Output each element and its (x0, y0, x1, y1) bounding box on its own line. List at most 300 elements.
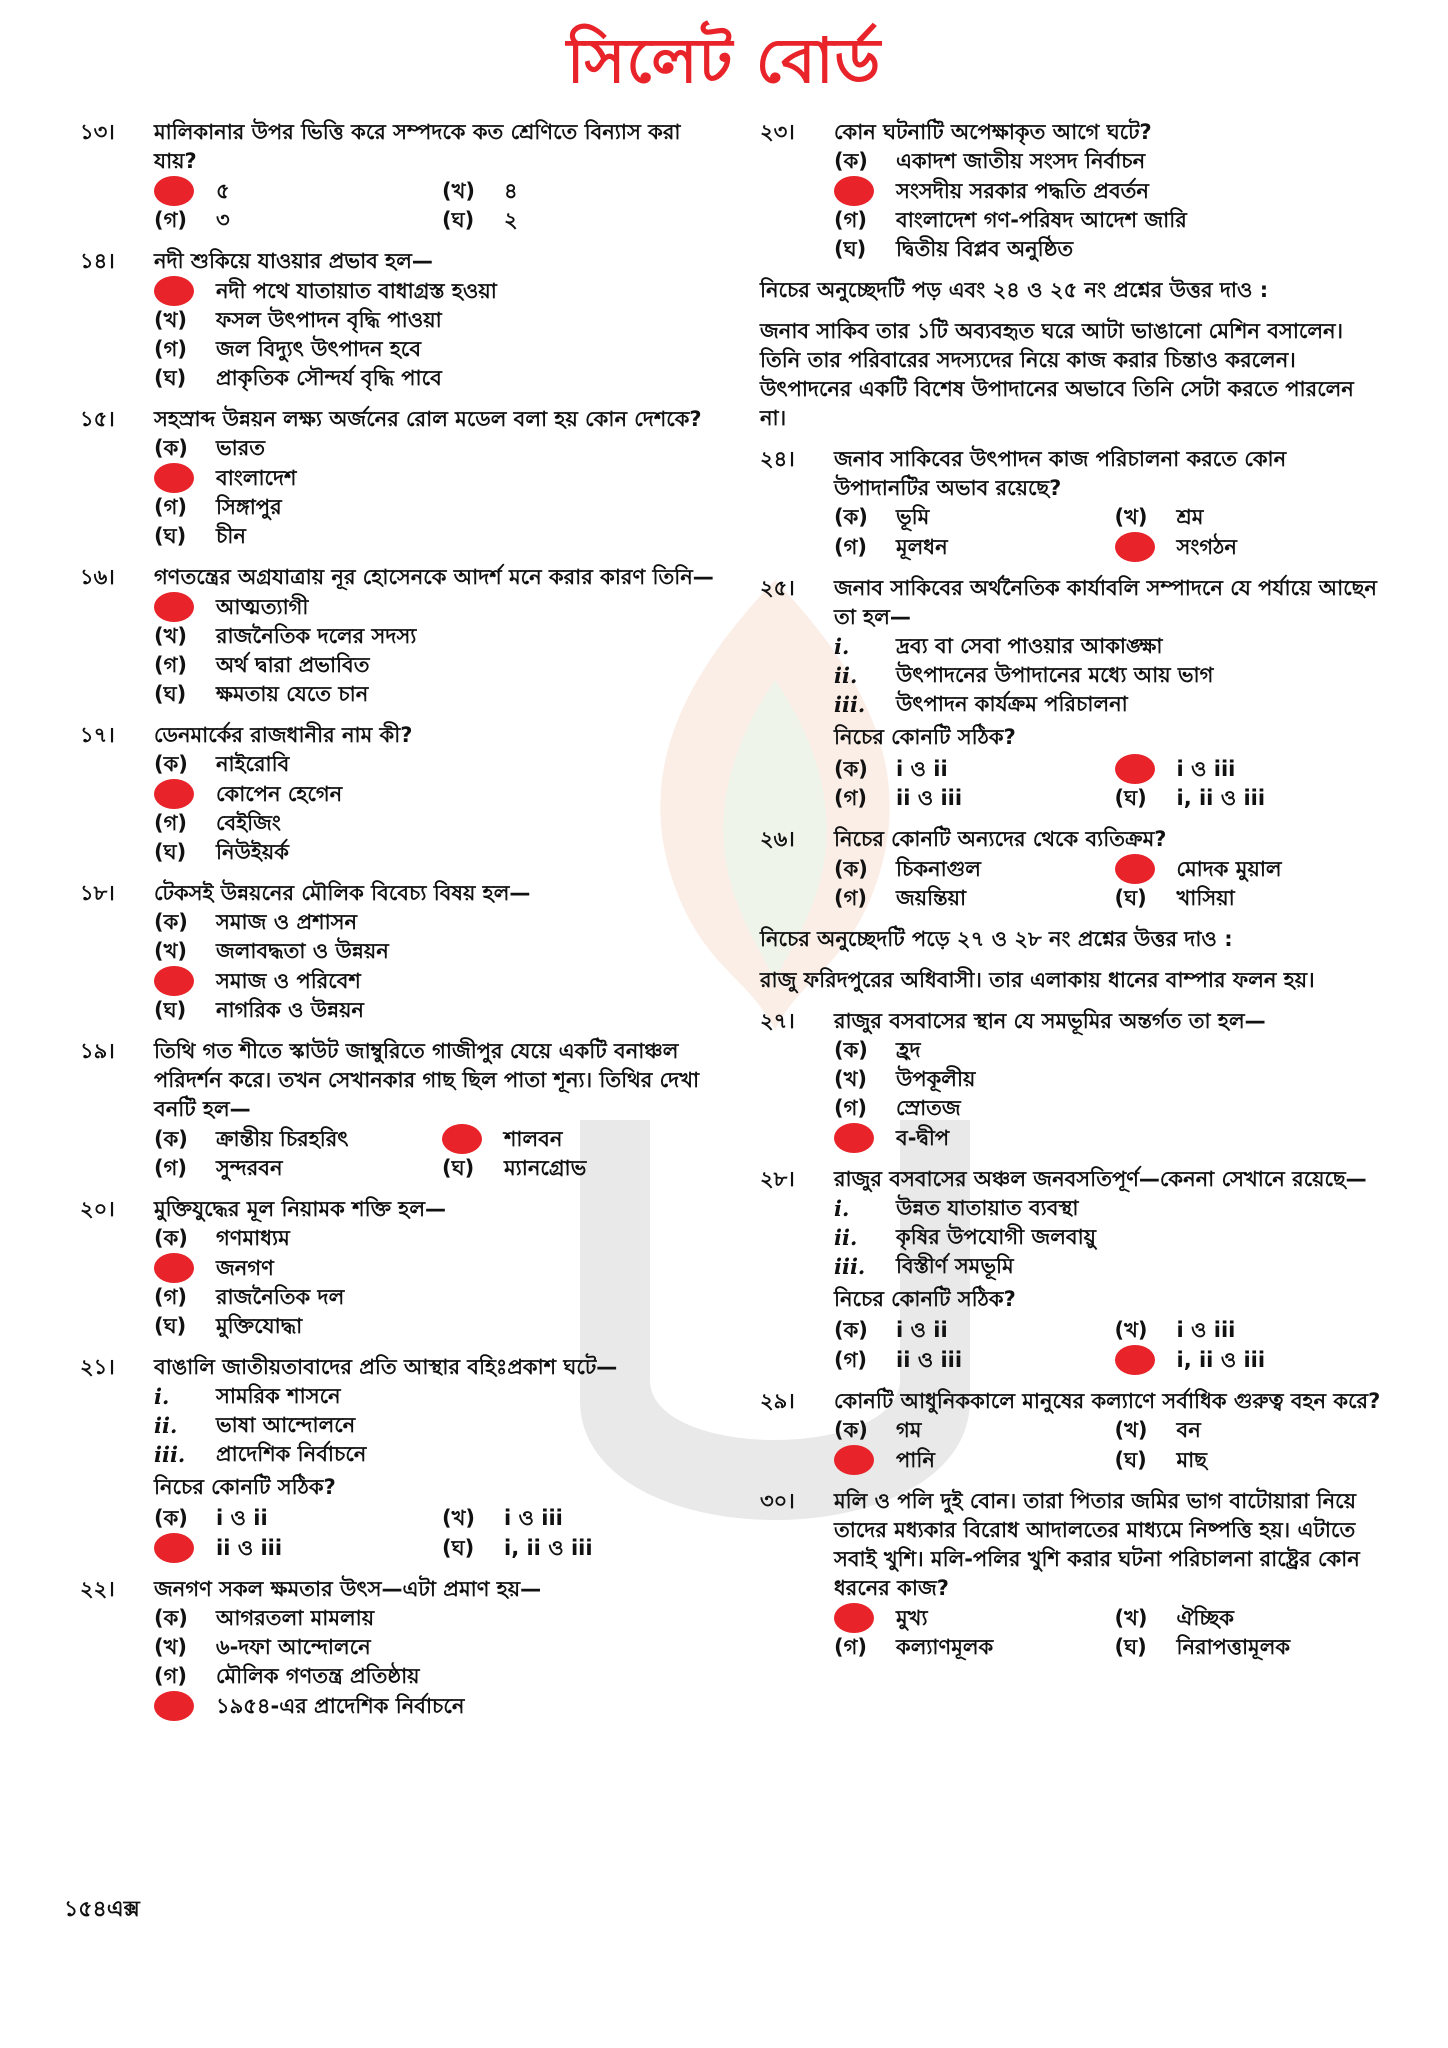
answer-marker-dot (154, 176, 194, 206)
option-item[interactable] (834, 176, 1385, 206)
question-block (760, 445, 1385, 562)
question-body (154, 1575, 720, 1721)
option-text: স্রোতজ (896, 1096, 961, 1120)
option-item[interactable] (442, 1504, 720, 1533)
option-item[interactable] (154, 680, 720, 709)
option-item[interactable] (154, 1154, 432, 1183)
option-item[interactable] (442, 1124, 720, 1154)
option-item[interactable] (834, 1445, 1105, 1475)
left-column (80, 118, 720, 1733)
option-item[interactable] (834, 1036, 1385, 1065)
answer-marker (154, 463, 216, 493)
option-label: (ঘ) (154, 682, 187, 706)
answer-marker (154, 779, 216, 809)
statement-item (834, 690, 1385, 719)
option-item[interactable] (834, 147, 1385, 176)
answer-marker-dot (154, 463, 194, 493)
option-item[interactable] (1115, 754, 1386, 784)
option-label: (ঘ) (1114, 1635, 1147, 1659)
answer-marker-dot (154, 276, 194, 306)
option-item[interactable] (834, 754, 1105, 784)
option-item[interactable] (154, 1604, 720, 1633)
option-text: মূলধন (896, 534, 948, 559)
answer-marker (1115, 854, 1177, 884)
question-text: বাঙালি জাতীয়তাবাদের প্রতি আস্থার বহিঃপ্রকাশ ঘটে— (154, 1355, 618, 1379)
option-text: চীন (216, 524, 246, 548)
option-item[interactable] (154, 276, 720, 306)
option-item[interactable] (442, 1154, 720, 1183)
option-label: (খ) (834, 1067, 867, 1091)
option-label: (ক) (834, 1038, 868, 1062)
option-label: (ঘ) (154, 1314, 187, 1338)
option-label: (গ) (154, 1156, 187, 1180)
statement-text: সামরিক শাসনে (216, 1384, 341, 1408)
option-text: নিউইয়র্ক (216, 840, 289, 864)
answer-marker (154, 1253, 216, 1283)
option-label: (খ) (442, 178, 475, 203)
option-label: (ক) (834, 856, 868, 881)
option-text: বন (1176, 1418, 1201, 1442)
option-label: (ক) (834, 149, 868, 173)
statement-number: iii. (834, 692, 866, 717)
option-item[interactable] (154, 908, 720, 937)
question-text: সহস্রাব্দ উন্নয়ন লক্ষ্য অর্জনের রোল মডেল বলা হয় কোন দেশকে? (154, 407, 702, 431)
option-item[interactable] (834, 1345, 1105, 1375)
option-text: সমাজ ও প্রশাসন (216, 910, 358, 934)
option-item[interactable] (154, 1224, 720, 1253)
option-item[interactable] (442, 206, 720, 235)
option-item[interactable] (442, 1533, 720, 1563)
option-item[interactable] (834, 235, 1385, 264)
option-item[interactable] (154, 206, 432, 235)
question-block (80, 879, 720, 1025)
option-text: মৌলিক গণতন্ত্র প্রতিষ্ঠায় (216, 1664, 420, 1688)
option-item[interactable] (834, 1094, 1385, 1123)
option-label: (ঘ) (442, 1156, 475, 1180)
statement-item (834, 1252, 1385, 1281)
options-list (834, 1036, 1385, 1153)
option-text: একাদশ জাতীয় সংসদ নির্বাচন (896, 149, 1146, 173)
option-text: মুখ্য (896, 1605, 928, 1630)
question-number: ৩০। (760, 1489, 795, 1513)
option-item[interactable] (154, 1124, 432, 1154)
question-text: জনাব সাকিবের অর্থনৈতিক কার্যাবলি সম্পাদনে যে পর্যায়ে আছেন তা হল— (834, 576, 1377, 629)
options-list (834, 754, 1385, 813)
option-text: শালবন (504, 1126, 563, 1151)
option-item[interactable] (154, 809, 720, 838)
options-list (154, 176, 720, 235)
question-block (760, 1165, 1385, 1375)
question-number: ২৪। (760, 447, 795, 471)
question-block (760, 574, 1385, 813)
option-text: i ও ii (216, 1506, 268, 1530)
option-text: আত্মত্যাগী (216, 594, 309, 619)
option-text: জলাবদ্ধতা ও উন্নয়ন (216, 939, 389, 963)
right-column (760, 118, 1385, 1674)
option-text: নদী পথে যাতায়াত বাধাগ্রস্ত হওয়া (216, 278, 497, 303)
option-item[interactable] (154, 1662, 720, 1691)
option-item[interactable] (1115, 884, 1386, 913)
option-text: বেইজিং (216, 811, 281, 835)
option-label: (ক) (154, 436, 188, 460)
answer-marker-dot (1115, 1345, 1155, 1375)
question-number: ১৭। (80, 723, 115, 747)
question-number: ২৬। (760, 827, 795, 851)
question-text: কোন ঘটনাটি অপেক্ষাকৃত আগে ঘটে? (834, 120, 1152, 144)
option-label: (গ) (834, 886, 867, 910)
question-body (834, 1165, 1385, 1375)
question-body (834, 1387, 1385, 1475)
option-label: (খ) (1114, 1605, 1148, 1630)
option-label: (খ) (154, 939, 187, 963)
option-text: i ও ii (896, 1318, 948, 1342)
question-body (834, 118, 1385, 264)
question-block (760, 1487, 1385, 1662)
option-item[interactable] (154, 966, 720, 996)
option-text: মুক্তিযোদ্ধা (216, 1314, 303, 1338)
question-block (80, 563, 720, 709)
question-number: ১৮। (80, 881, 115, 905)
option-text: গণমাধ্যম (216, 1226, 290, 1250)
option-item[interactable] (834, 1316, 1105, 1345)
option-item[interactable] (834, 1416, 1105, 1445)
option-item[interactable] (834, 1065, 1385, 1094)
option-label: (ক) (154, 1606, 188, 1630)
question-body (834, 445, 1385, 562)
question-block (760, 118, 1385, 264)
option-item[interactable] (834, 1633, 1105, 1662)
statement-number: i. (834, 1196, 850, 1221)
option-item[interactable] (1115, 1316, 1386, 1345)
option-item[interactable] (154, 364, 720, 393)
option-label: (ঘ) (442, 208, 475, 232)
statement-item (154, 1382, 720, 1411)
option-label: (গ) (154, 337, 187, 361)
option-text: অর্থ দ্বারা প্রভাবিত (216, 653, 370, 677)
option-item[interactable] (154, 434, 720, 463)
question-number: ২৮। (760, 1167, 795, 1191)
option-item[interactable] (154, 622, 720, 651)
question-number: ২৭। (760, 1009, 795, 1033)
option-item[interactable] (154, 779, 720, 809)
option-label: (গ) (834, 1096, 867, 1120)
option-item[interactable] (834, 854, 1105, 884)
option-item[interactable] (154, 335, 720, 364)
options-list (834, 503, 1385, 562)
answer-marker-dot (442, 1124, 482, 1154)
option-label: (গ) (834, 1635, 867, 1659)
option-label: (ক) (154, 752, 188, 776)
option-item[interactable] (154, 838, 720, 867)
option-text: ভারত (216, 436, 266, 460)
option-text: শ্রম (1176, 505, 1204, 529)
option-item[interactable] (1115, 1445, 1386, 1475)
question-body (154, 1353, 720, 1563)
option-text: জয়ন্তিয়া (896, 886, 967, 910)
option-text: কল্যাণমূলক (896, 1635, 994, 1659)
question-body (154, 247, 720, 393)
question-body (154, 721, 720, 867)
answer-marker (154, 176, 216, 206)
option-item[interactable] (154, 592, 720, 622)
option-item[interactable] (154, 937, 720, 966)
option-label: (গ) (154, 1285, 187, 1309)
option-item[interactable] (834, 1603, 1105, 1633)
statement-item (834, 1194, 1385, 1223)
option-item[interactable] (154, 1253, 720, 1283)
option-text: ৩ (216, 208, 230, 232)
answer-marker-dot (154, 1533, 194, 1563)
option-item[interactable] (1115, 503, 1386, 532)
statement-item (154, 1440, 720, 1469)
option-item[interactable] (154, 1504, 432, 1533)
question-body (154, 563, 720, 709)
option-text: ক্ষমতায় যেতে চান (216, 682, 369, 706)
statement-item (834, 1223, 1385, 1252)
answer-marker (834, 1123, 896, 1153)
passage-text: জনাব সাকিব তার ১টি অব্যবহৃত ঘরে আটা ভাঙানো মেশিন বসালেন। তিনি তার পরিবারের সদস্যদের নিয়ে কাজ করার চিন্তাও করলেন। উৎপাদনের একটি বিশেষ উপাদানের অভাবে তিনি সেটা করতে পারলেন না। (760, 319, 1354, 430)
options-list (154, 1124, 720, 1183)
option-text: ভূমি (896, 505, 930, 529)
question-number: ২০। (80, 1197, 115, 1221)
option-text: নাইরোবি (216, 752, 290, 776)
passage-text: রাজু ফরিদপুরের অধিবাসী। তার এলাকায় ধানের বাম্পার ফলন হয়। (760, 968, 1315, 992)
option-text: ৪ (504, 178, 518, 203)
option-label: (খ) (1114, 1318, 1148, 1342)
option-item[interactable] (834, 784, 1105, 813)
answer-marker (154, 966, 216, 996)
option-item[interactable] (834, 206, 1385, 235)
answer-marker-dot (154, 592, 194, 622)
option-text: আগরতলা মামলায় (216, 1606, 375, 1630)
statement-text: উন্নত যাতায়াত ব্যবস্থা (896, 1196, 1079, 1220)
question-body (834, 574, 1385, 813)
answer-marker-dot (154, 779, 194, 809)
options-list (834, 147, 1385, 264)
question-text: নদী শুকিয়ে যাওয়ার প্রভাব হল— (154, 249, 433, 273)
page-title: সিলেট বোর্ড (566, 24, 882, 97)
option-text: i, ii ও iii (1176, 786, 1266, 810)
option-text: ii ও iii (896, 1347, 963, 1372)
option-text: রাজনৈতিক দল (216, 1285, 345, 1309)
option-text: ব-দ্বীপ (896, 1125, 950, 1150)
option-text: হ্রদ (896, 1038, 921, 1062)
question-body (154, 405, 720, 551)
option-item[interactable] (154, 306, 720, 335)
option-item[interactable] (1115, 784, 1386, 813)
option-text: প্রাকৃতিক সৌন্দর্য বৃদ্ধি পাবে (216, 366, 442, 390)
option-label: (ক) (834, 1418, 868, 1442)
option-text: সুন্দরবন (216, 1156, 283, 1180)
passage-text: নিচের অনুচ্ছেদটি পড়ে ২৭ ও ২৮ নং প্রশ্নের উত্তর দাও : (760, 927, 1233, 951)
question-text: মুক্তিযুদ্ধের মূল নিয়ামক শক্তি হল— (154, 1197, 446, 1221)
options-list (154, 276, 720, 393)
question-number: ১৬। (80, 565, 115, 589)
option-label: (ঘ) (1114, 1447, 1147, 1472)
option-text: খাসিয়া (1176, 886, 1235, 910)
question-body (834, 1487, 1385, 1662)
option-label: (ক) (154, 910, 188, 934)
answer-marker-dot (834, 1123, 874, 1153)
question-text: রাজুর বসবাসের স্থান যে সমভূমির অন্তর্গত তা হল— (834, 1009, 1266, 1033)
option-text: সমাজ ও পরিবেশ (216, 968, 361, 993)
option-label: (খ) (1114, 1418, 1148, 1442)
answer-marker (154, 592, 216, 622)
sub-question: নিচের কোনটি সঠিক? (834, 1287, 1016, 1311)
option-label: (ক) (834, 756, 868, 781)
question-body (154, 118, 720, 235)
question-text: রাজুর বসবাসের অঞ্চল জনবসতিপূর্ণ—কেননা সেখানে রয়েছে— (834, 1167, 1367, 1191)
question-block (80, 1037, 720, 1183)
question-block (80, 721, 720, 867)
question-text: কোনটি আধুনিককালে মানুষের কল্যাণে সর্বাধিক গুরুত্ব বহন করে? (834, 1389, 1381, 1413)
sub-question: নিচের কোনটি সঠিক? (154, 1475, 336, 1499)
answer-marker (154, 276, 216, 306)
option-text: i ও iii (1176, 756, 1236, 781)
option-label: (গ) (834, 208, 867, 232)
option-text: রাজনৈতিক দলের সদস্য (216, 624, 417, 648)
answer-marker (834, 1603, 896, 1633)
option-label: (গ) (154, 653, 187, 677)
question-body (154, 879, 720, 1025)
option-text: ii ও iii (896, 786, 963, 810)
option-label: (ঘ) (834, 237, 867, 261)
option-text: বাংলাদেশ (216, 465, 297, 490)
option-text: i ও iii (1176, 1318, 1236, 1342)
answer-marker-dot (154, 1253, 194, 1283)
question-text: জনাব সাকিবের উৎপাদন কাজ পরিচালনা করতে কোন উপাদানটির অভাব রয়েছে? (834, 447, 1287, 500)
option-text: সংসদীয় সরকার পদ্ধতি প্রবর্তন (896, 178, 1149, 203)
option-text: ৬-দফা আন্দোলনে (216, 1635, 371, 1659)
question-text: টেকসই উন্নয়নের মৌলিক বিবেচ্য বিষয় হল— (154, 881, 531, 905)
question-text: তিথি গত শীতে স্কাউট জাম্বুরিতে গাজীপুর যেয়ে একটি বনাঞ্চল পরিদর্শন করে। তখন সেখানকার গাছ ছিল পাতা শূন্য। তিথির দেখা বনটি হল— (154, 1039, 700, 1121)
statement-text: উৎপাদন কার্যক্রম পরিচালনা (896, 692, 1128, 716)
statement-item (154, 1411, 720, 1440)
statement-item (834, 661, 1385, 690)
option-item[interactable] (834, 503, 1105, 532)
answer-marker (1115, 1345, 1177, 1375)
option-item[interactable] (834, 532, 1105, 562)
option-label: (গ) (834, 786, 867, 810)
question-block (760, 1007, 1385, 1153)
answer-marker-dot (1115, 532, 1155, 562)
question-text: মালিকানার উপর ভিত্তি করে সম্পদকে কত শ্রেণিতে বিন্যাস করা যায়? (154, 120, 681, 173)
options-list (154, 434, 720, 551)
statement-number: i. (834, 634, 850, 659)
option-item[interactable] (1115, 1633, 1386, 1662)
option-label: (খ) (1114, 505, 1148, 529)
option-label: (ক) (834, 505, 868, 529)
option-text: ২ (504, 208, 518, 232)
option-item[interactable] (154, 493, 720, 522)
option-text: নিরাপত্তামূলক (1176, 1635, 1291, 1659)
option-item[interactable] (154, 1633, 720, 1662)
option-item[interactable] (834, 1123, 1385, 1153)
option-text: ক্রান্তীয় চিরহরিৎ (216, 1126, 349, 1151)
statement-number: i. (154, 1384, 170, 1409)
option-item[interactable] (154, 463, 720, 493)
option-item[interactable] (1115, 1345, 1386, 1375)
answer-marker (1115, 532, 1177, 562)
option-text: ৫ (216, 178, 230, 203)
option-label: (ঘ) (154, 366, 187, 390)
option-item[interactable] (1115, 1603, 1386, 1633)
statement-text: প্রাদেশিক নির্বাচনে (216, 1442, 367, 1466)
option-text: জল বিদ্যুৎ উৎপাদন হবে (216, 337, 422, 361)
question-text: মলি ও পলি দুই বোন। তারা পিতার জমির ভাগ বাটোয়ারা নিয়ে তাদের মধ্যকার বিরোধ আদালতের মাধ্যমে নিষ্পত্তি হয়। এটাতে সবাই খুশি। মলি-পলির খুশি করার ঘটনা পরিচালনা রাষ্ট্রের কোন ধরনের কাজ? (834, 1489, 1360, 1600)
answer-marker (834, 1445, 896, 1475)
option-text: জনগণ (216, 1255, 274, 1280)
option-label: (গ) (154, 208, 187, 232)
question-text: নিচের কোনটি অন্যদের থেকে ব্যতিক্রম? (834, 827, 1167, 851)
option-label: (ঘ) (1114, 786, 1147, 810)
question-block (760, 825, 1385, 913)
option-item[interactable] (154, 176, 432, 206)
option-label: (ক) (154, 1506, 188, 1530)
option-text: গম (896, 1418, 922, 1442)
options-list (154, 592, 720, 709)
passage-text: নিচের অনুচ্ছেদটি পড় এবং ২৪ ও ২৫ নং প্রশ্নের উত্তর দাও : (760, 278, 1269, 302)
option-text: বাংলাদেশ গণ-পরিষদ আদেশ জারি (896, 208, 1187, 232)
question-block (80, 1575, 720, 1721)
option-text: দ্বিতীয় বিপ্লব অনুষ্ঠিত (896, 237, 1074, 261)
option-item[interactable] (154, 1283, 720, 1312)
option-item[interactable] (1115, 1416, 1386, 1445)
option-item[interactable] (154, 996, 720, 1025)
option-text: i ও iii (504, 1506, 563, 1530)
option-text: কোপেন হেগেন (216, 781, 343, 806)
option-item[interactable] (154, 651, 720, 680)
option-item[interactable] (1115, 532, 1386, 562)
option-label: (ঘ) (154, 998, 187, 1022)
option-item[interactable] (154, 1533, 432, 1563)
option-label: (গ) (834, 1347, 867, 1372)
option-text: পানি (896, 1447, 935, 1472)
option-item[interactable] (154, 1691, 720, 1721)
question-text: ডেনমার্কের রাজধানীর নাম কী? (154, 723, 413, 747)
statement-number: iii. (834, 1254, 866, 1279)
option-text: নাগরিক ও উন্নয়ন (216, 998, 364, 1022)
question-body (834, 825, 1385, 913)
option-label: (খ) (154, 1635, 187, 1659)
answer-marker (442, 1124, 504, 1154)
option-item[interactable] (442, 176, 720, 206)
option-text: i ও ii (896, 756, 948, 781)
option-label: (খ) (154, 624, 187, 648)
option-text: ii ও iii (216, 1535, 283, 1560)
option-label: (গ) (154, 1664, 187, 1688)
sub-question: নিচের কোনটি সঠিক? (834, 725, 1016, 749)
options-list (834, 1316, 1385, 1375)
option-item[interactable] (1115, 854, 1386, 884)
statement-text: দ্রব্য বা সেবা পাওয়ার আকাঙ্ক্ষা (896, 634, 1163, 658)
statement-item (834, 632, 1385, 661)
answer-marker-dot (154, 1691, 194, 1721)
statement-number: ii. (834, 1225, 858, 1250)
option-text: সংগঠন (1176, 534, 1237, 559)
option-item[interactable] (154, 522, 720, 551)
option-item[interactable] (834, 884, 1105, 913)
option-label: (ঘ) (442, 1535, 475, 1560)
answer-marker (154, 1691, 216, 1721)
question-body (834, 1007, 1385, 1153)
option-label: (ঘ) (154, 524, 187, 548)
statement-text: উৎপাদনের উপাদানের মধ্যে আয় ভাগ (896, 663, 1214, 687)
option-item[interactable] (154, 1312, 720, 1341)
question-number: ২৫। (760, 576, 795, 600)
option-item[interactable] (154, 750, 720, 779)
statement-number: iii. (154, 1442, 186, 1467)
